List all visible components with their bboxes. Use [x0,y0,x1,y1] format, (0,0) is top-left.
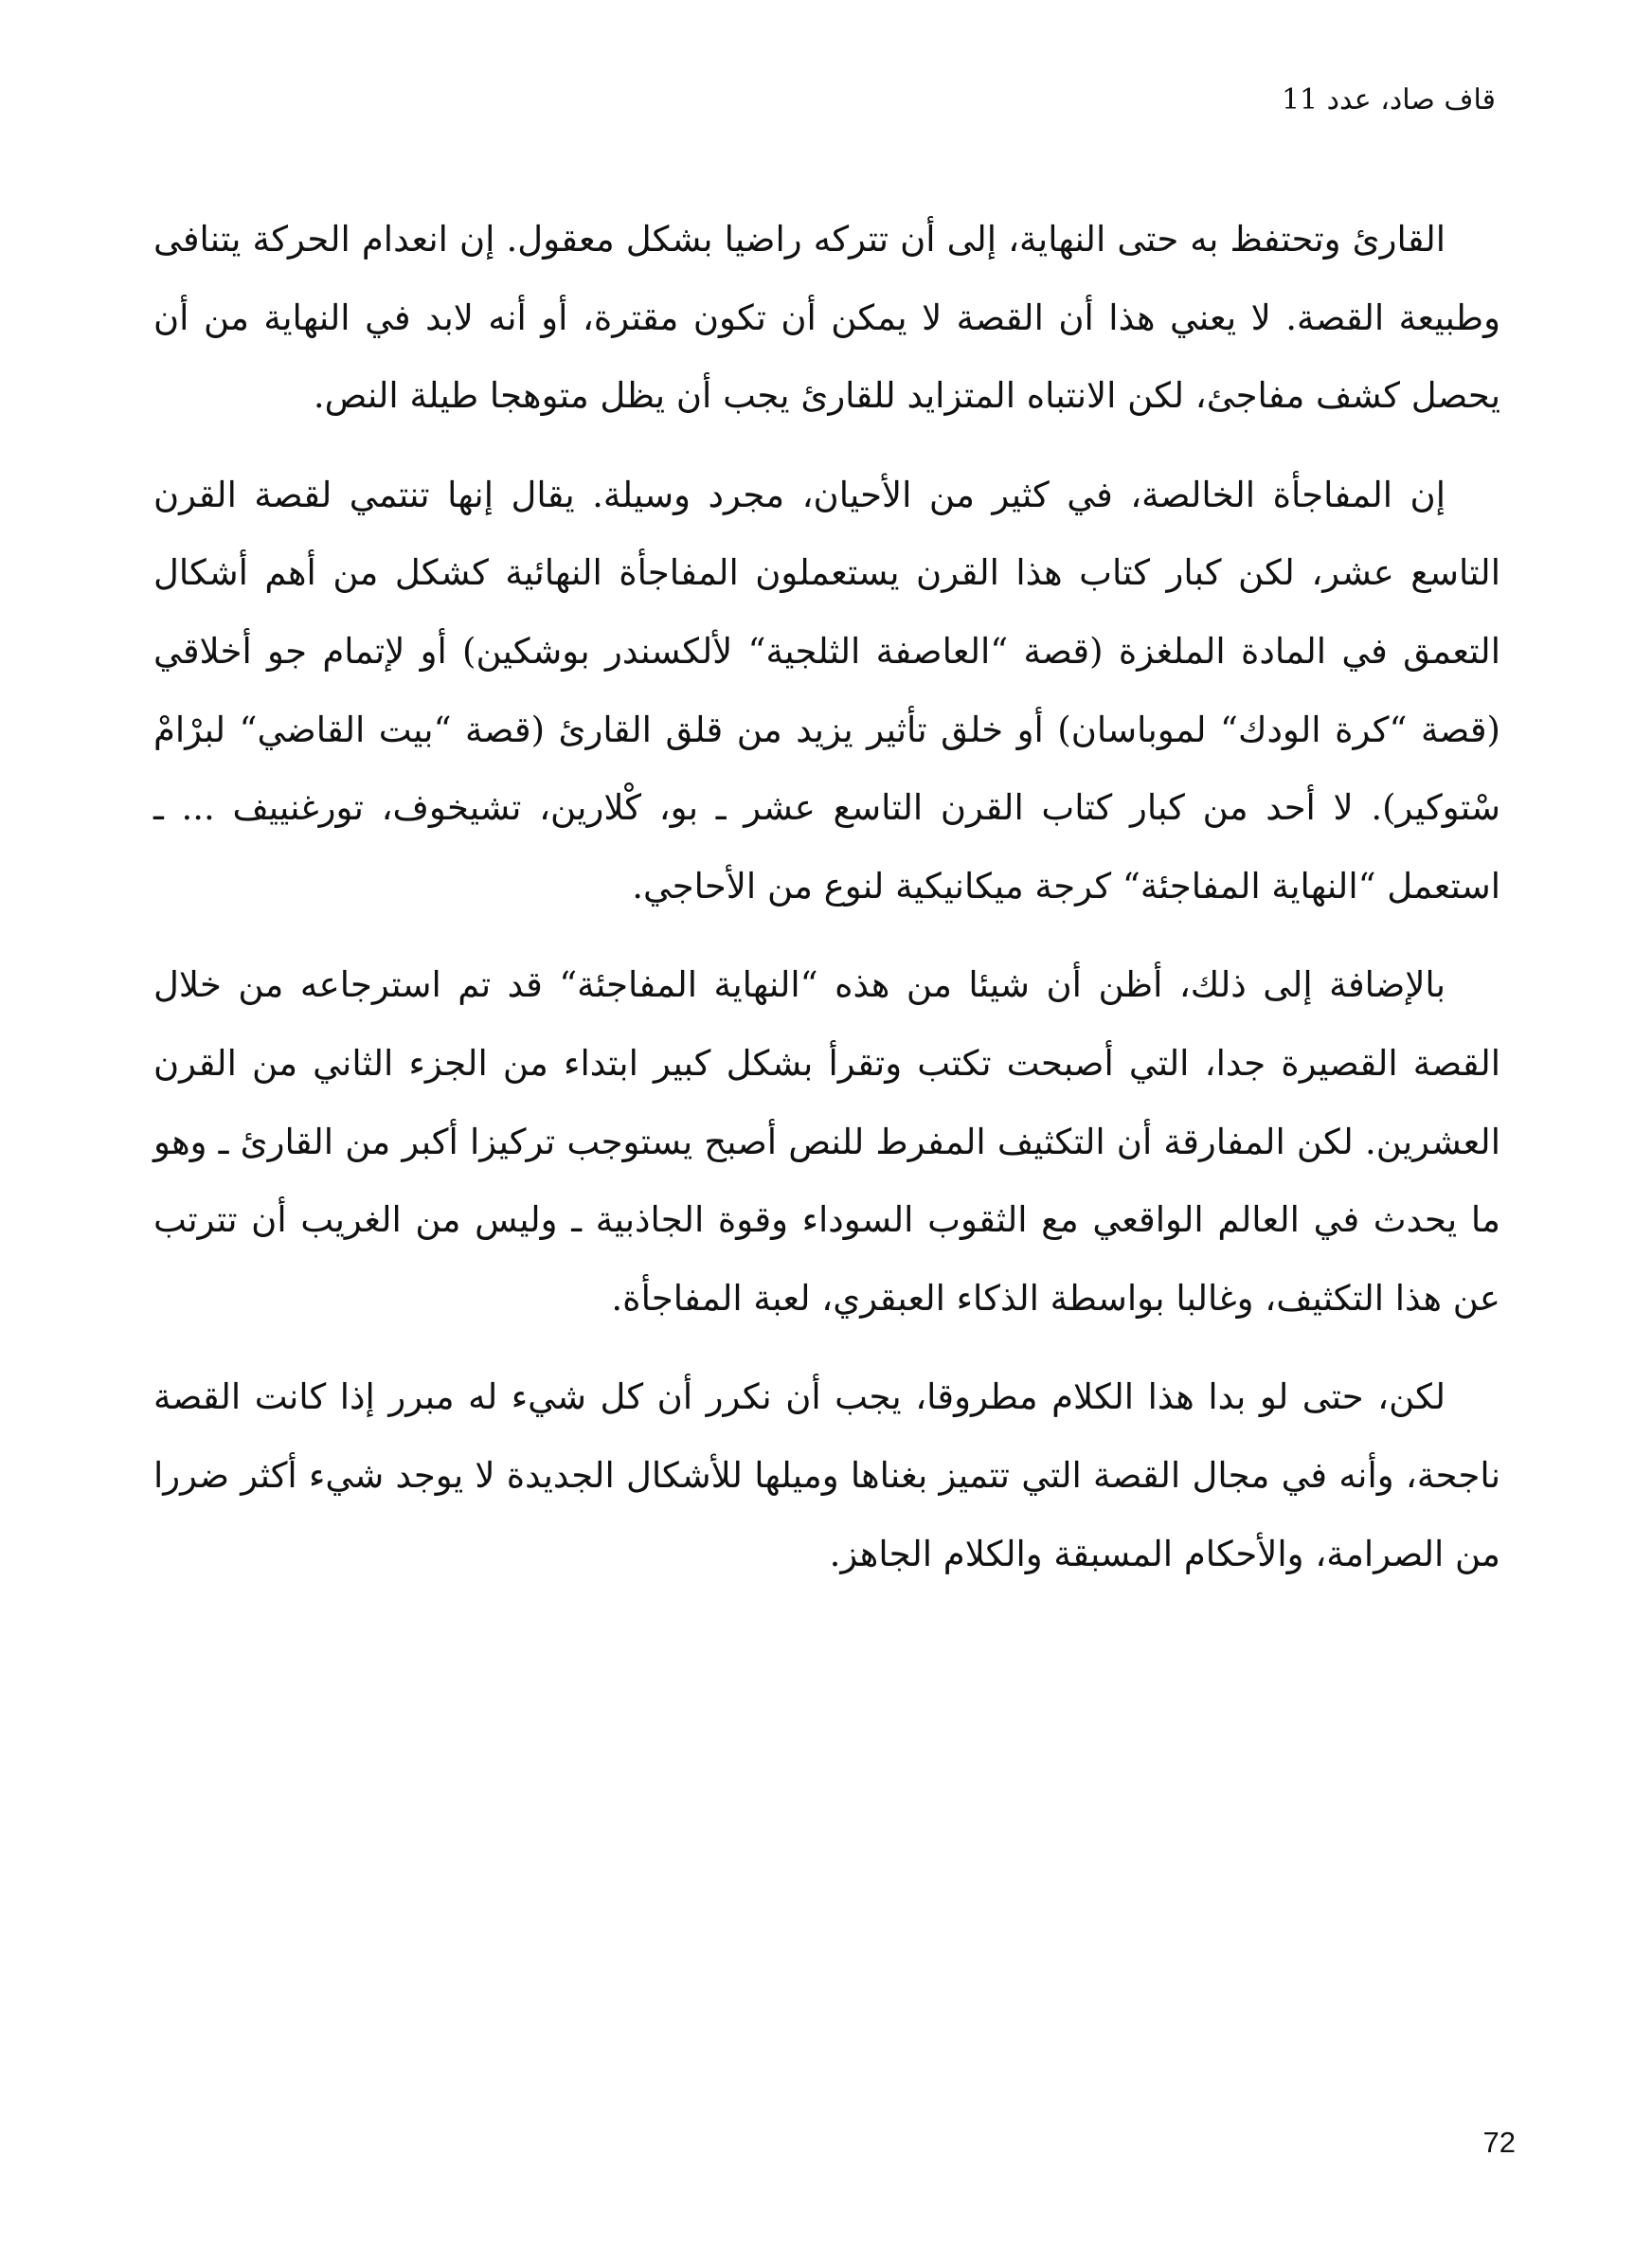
running-header: قاف صاد، عدد 11 [1281,83,1496,117]
paragraph-3: بالإضافة إلى ذلك، أظن أن شيئا من هذه “النهاية المفاجئة“ قد تم استرجاعه من خلال القصة القصيرة جدا، التي أصبحت تكتب وتقرأ بشكل كبير ابتداء من الجزء الثاني من القرن العشرين. لكن المفارقة أن التكثيف المفرط للنص أصبح يستوجب تركيزا أكبر من القارئ ـ وهو ما يحدث في العالم الواقعي مع الثقوب السوداء وقوة الجاذبية ـ وليس من الغريب أن تترتب عن هذا التكثيف، وغالبا بواسطة الذكاء العبقري، لعبة المفاجأة. [153,964,1500,1319]
paragraph-1: القارئ وتحتفظ به حتى النهاية، إلى أن تتركه راضيا بشكل معقول. إن انعدام الحركة يتنافى وطبيعة القصة. لا يعني هذا أن القصة لا يمكن أن تكون مقترة، أو أنه لابد في النهاية من أن يحصل كشف مفاجئ، لكن الانتباه المتزايد للقارئ يجب أن يظل متوهجا طيلة النص. [153,219,1500,417]
article-body [153,201,1500,1614]
page-number: 72 [1482,2126,1516,2159]
paragraph-2: إن المفاجأة الخالصة، في كثير من الأحيان، مجرد وسيلة. يقال إنها تنتمي لقصة القرن التاسع عشر، لكن كبار كتاب هذا القرن يستعملون المفاجأة النهائية كشكل من أهم أشكال التعمق في المادة الملغزة (قصة “العاصفة الثلجية“ لألكسندر بوشكين) أو لإتمام جو أخلاقي (قصة “كرة الودك“ لموباسان) أو خلق تأثير يزيد من قلق القارئ (قصة “بيت القاضي“ لبرْامْ سْتوكير). لا أحد من كبار كتاب القرن التاسع عشر ـ بو، كْلارين، تشيخوف، تورغنييف ... ـ استعمل “النهاية المفاجئة“ كرجة ميكانيكية لنوع من الأحاجي. [153,474,1500,907]
paragraph-4: لكن، حتى لو بدا هذا الكلام مطروقا، يجب أن نكرر أن كل شيء له مبرر إذا كانت القصة ناجحة، وأنه في مجال القصة التي تتميز بغناها وميلها للأشكال الجديدة لا يوجد شيء أكثر ضررا من الصرامة، والأحكام المسبقة والكلام الجاهز. [153,1376,1500,1574]
